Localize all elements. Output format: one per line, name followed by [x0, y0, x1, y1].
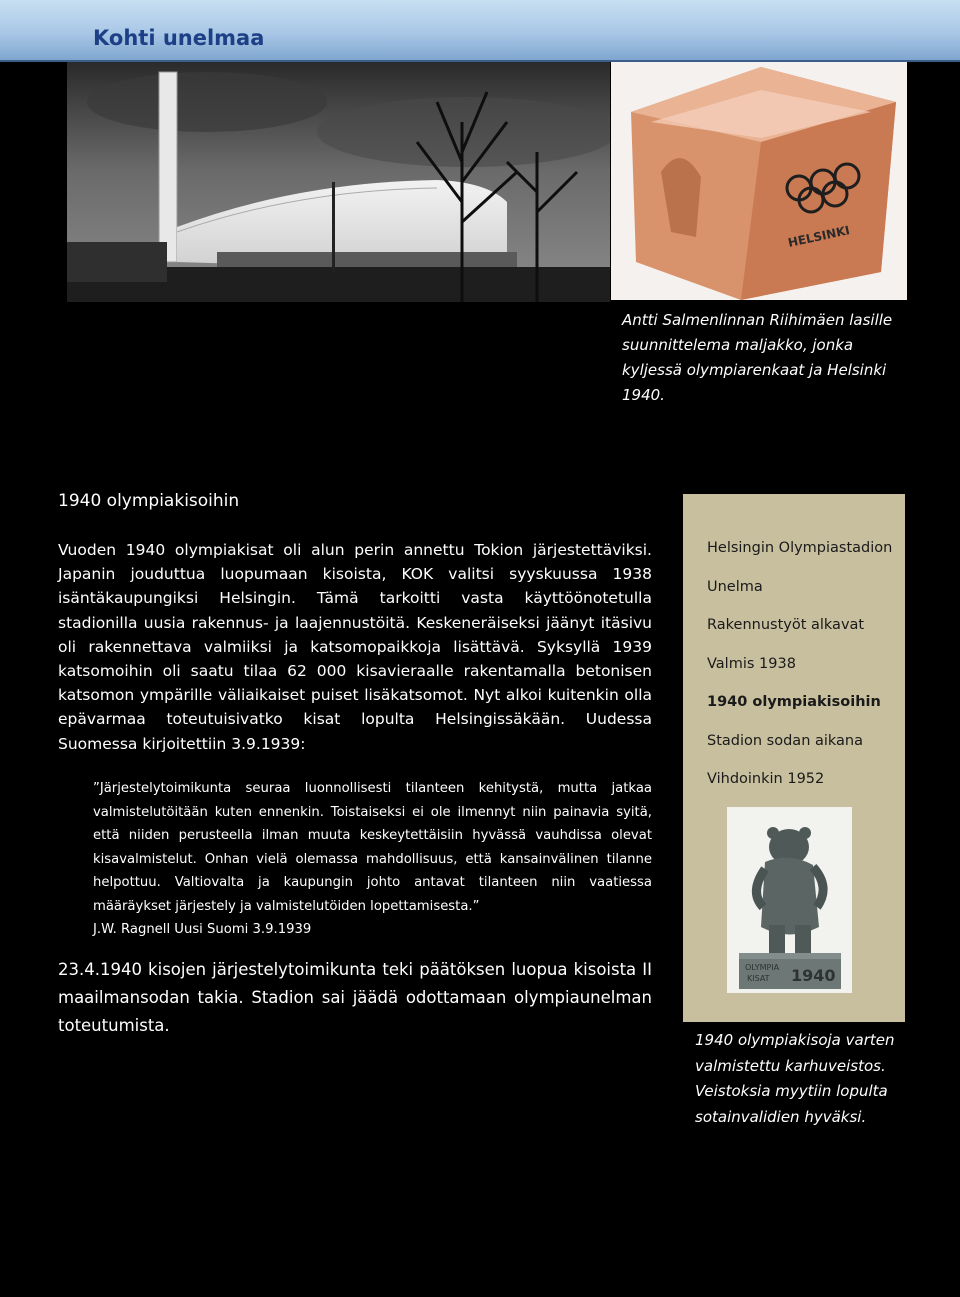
stadium-photo: [67, 62, 610, 302]
closing-paragraph: 23.4.1940 kisojen järjestelytoimikunta teki päätöksen luopua kisoista II maailmansodan takia. Stadion sai jäädä odottamaan olympiaunelman toteutumista.: [58, 960, 652, 1035]
sidebar-item-unelma[interactable]: Unelma: [707, 579, 763, 595]
sidebar-nav: [683, 494, 905, 1022]
sidebar-item-valmis-1938[interactable]: Valmis 1938: [707, 656, 796, 672]
bear-plinth-year: 1940: [791, 966, 836, 985]
bear-plinth-text-2: KISAT: [747, 974, 770, 983]
vase-photo: [611, 62, 907, 300]
sidebar-item-helsingin-olympiastadion[interactable]: Helsingin Olympiastadion: [707, 540, 893, 556]
bear-caption: 1940 olympiakisoja varten valmistettu karhuveistos. Veistoksia myytiin lopulta sotainvalidien hyväksi.: [695, 1031, 895, 1126]
section-heading: 1940 olympiakisoihin: [58, 491, 240, 511]
sidebar-item-1940-olympiakisoihin[interactable]: 1940 olympiakisoihin: [707, 694, 881, 710]
page-title: Kohti unelmaa: [93, 26, 265, 50]
sidebar-item-vihdoinkin-1952[interactable]: Vihdoinkin 1952: [707, 771, 825, 787]
quote-attribution: J.W. Ragnell Uusi Suomi 3.9.1939: [93, 922, 312, 937]
body-paragraph: Vuoden 1940 olympiakisat oli alun perin annettu Tokion järjestettäviksi. Japanin jouduttua luopumaan kisoista, KOK valitsi syyskuussa 1938 isäntäkaupungiksi Helsingin. Tämä tarkoitti vasta käyttöönotetulla stadionilla uusia rakennus- ja laajennustöitä. Keskeneräiseksi jäänyt itäsivu oli rakennettava valmiiksi ja katsomopaikkoja lisättävä. Syksyllä 1939 katsomoihin oli saatu tilaa 62 000 kisavieraalle rakentamalla betonisen katsomon ympärille väliaikaiset puiset lisäkatsomot. Nyt alkoi kuitenkin olla epävarmaa toteutuisivatko kisat lopulta Helsingissäkään. Uudessa Suomessa kirjoitettiin 3.9.1939:: [58, 541, 652, 753]
header-bar: [0, 0, 960, 62]
sidebar-item-rakennustyot-alkavat[interactable]: Rakennustyöt alkavat: [707, 617, 865, 633]
newspaper-quote: [93, 777, 652, 942]
vase-label: HELSINKI: [786, 223, 852, 250]
bear-statue-photo: [727, 807, 852, 993]
quote-text: ”Järjestelytoimikunta seuraa luonnollisesti tilanteen kehitystä, mutta jatkaa valmistelutöitään kuten ennenkin. Toistaiseksi ei ole ilmennyt niin painavia syitä, että niiden perusteella ilman muuta keskeytettäisiin hyvässä vauhdissa olevat kisavalmistelut. Onhan vielä olemassa mahdollisuus, että kansainvälinen tilanne helpottuu. Valtiovalta ja kaupungin johto antavat tilanteen niin vaatiessa määräykset järjestely ja valmistelutöiden lopettamisesta.”: [93, 781, 652, 914]
sidebar-item-stadion-sodan-aikana[interactable]: Stadion sodan aikana: [707, 733, 864, 749]
vase-caption: Antti Salmenlinnan Riihimäen lasille suunnittelema maljakko, jonka kyljessä olympiarenkaat ja Helsinki 1940.: [622, 311, 893, 404]
bear-plinth-text-1: OLYMPIA: [745, 963, 780, 972]
